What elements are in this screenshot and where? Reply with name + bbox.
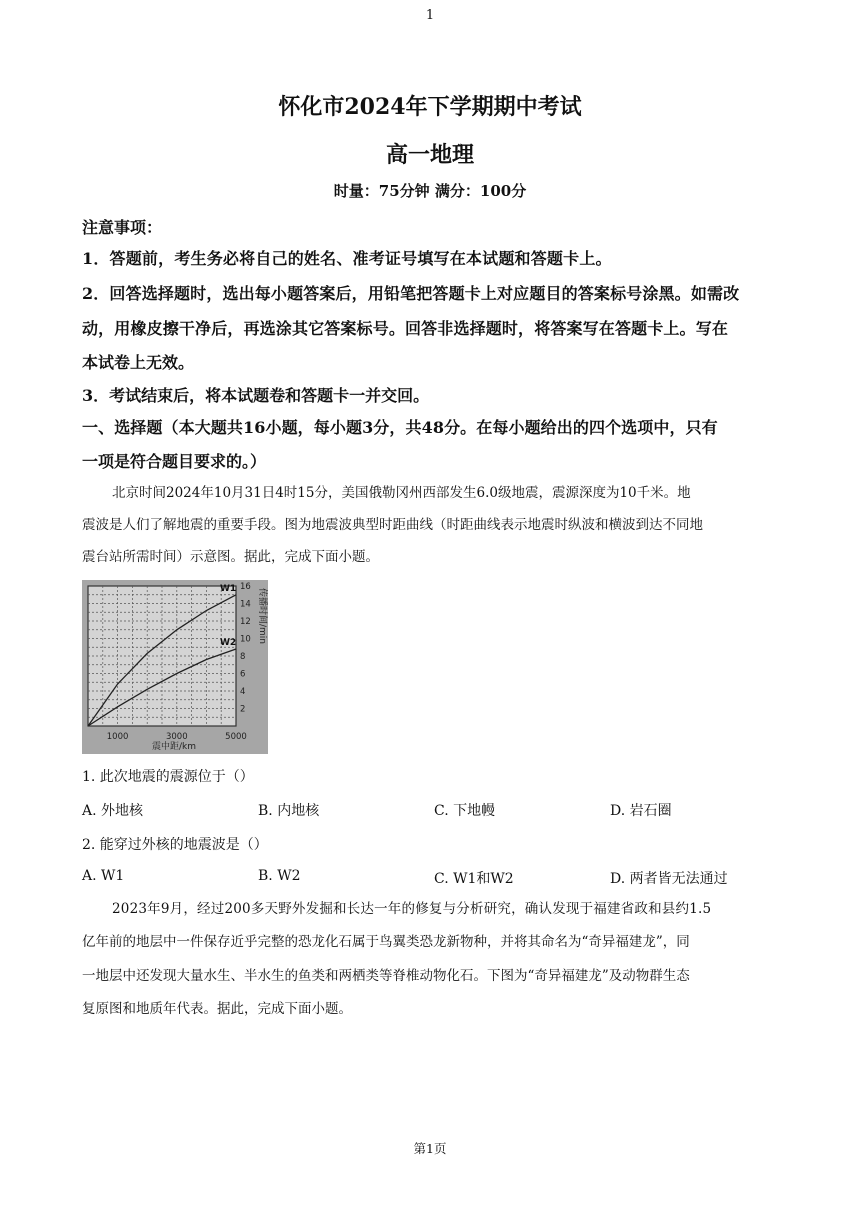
- y-tick-label: 2: [240, 704, 246, 715]
- passage-line: 北京时间2024年10月31日4时15分，美国俄勒冈州西部发生6.0级地震，震源深度为10千米。地: [112, 485, 691, 501]
- notice-item: 3．考试结束后，将本试题卷和答题卡一并交回。: [82, 386, 430, 405]
- x-tick-labels: [107, 732, 247, 742]
- question-option[interactable]: B. 内地核: [258, 803, 320, 819]
- question-stem: 1. 此次地震的震源位于（）: [82, 769, 254, 785]
- exam-title: 怀化市2024年下学期期中考试: [278, 94, 582, 120]
- passage-line: 复原图和地质年代表。据此，完成下面小题。: [82, 1001, 352, 1017]
- x-tick-label: 3000: [165, 732, 188, 742]
- notice-item: 1．答题前，考生务必将自己的姓名、准考证号填写在本试题和答题卡上。: [82, 249, 612, 268]
- series-label-w1: W1: [220, 583, 237, 594]
- chart-canvas: [82, 580, 268, 754]
- passage-line: 2023年9月，经过200多天野外发掘和长达一年的修复与分析研究，确认发现于福建省政和县约1.5: [112, 901, 712, 917]
- page-footer: 第1页: [413, 1141, 447, 1156]
- passage-line: 亿年前的地层中一件保存近乎完整的恐龙化石属于鸟翼类恐龙新物种，并将其命名为“奇异福建龙”，同: [82, 934, 690, 950]
- y-tick-label: 6: [240, 669, 246, 680]
- y-axis-label: 传播时间/min: [257, 588, 267, 645]
- y-tick-label: 4: [240, 687, 246, 697]
- question-option[interactable]: D. 两者皆无法通过: [610, 871, 728, 887]
- passage-line: 一地层中还发现大量水生、半水生的鱼类和两栖类等脊椎动物化石。下图为“奇异福建龙”及动物群生态: [82, 968, 690, 984]
- y-tick-label: 12: [240, 617, 251, 627]
- question-option[interactable]: C. 下地幔: [434, 803, 496, 819]
- subject-title: 高一地理: [385, 142, 474, 168]
- notice-item: 动，用橡皮擦干净后，再选涂其它答案标号。回答非选择题时，将答案写在答题卡上。写在: [82, 319, 729, 338]
- question-option[interactable]: B. W2: [258, 868, 301, 884]
- section-heading: 一、选择题（本大题共16小题，每小题3分，共48分。在每小题给出的四个选项中，只有: [82, 418, 718, 437]
- question-option[interactable]: A. 外地核: [82, 803, 144, 819]
- x-tick-label: 5000: [225, 732, 247, 742]
- y-tick-label: 8: [240, 652, 246, 662]
- y-tick-label: 16: [240, 582, 251, 592]
- x-tick-label: 1000: [106, 732, 129, 742]
- time-info: 时量：75分钟 满分：100分: [333, 182, 527, 200]
- notice-item: 2．回答选择题时，选出每小题答案后，用铅笔把答题卡上对应题目的答案标号涂黑。如需改: [82, 284, 740, 303]
- notice-item: 本试卷上无效。: [82, 353, 195, 372]
- y-tick-label: 10: [240, 634, 251, 645]
- series-label-w2: W2: [220, 638, 237, 648]
- question-option[interactable]: A. W1: [82, 868, 125, 884]
- question-option[interactable]: C. W1和W2: [434, 871, 514, 887]
- y-tick-label: 14: [240, 599, 251, 610]
- passage-line: 震波是人们了解地震的重要手段。图为地震波典型时距曲线（时距曲线表示地震时纵波和横波到达不同地: [82, 517, 703, 533]
- notice-heading: 注意事项：: [82, 218, 163, 237]
- question-option[interactable]: D. 岩石圈: [610, 803, 672, 819]
- page-number-top: 1: [425, 8, 435, 23]
- section-heading-cont: 一项是符合题目要求的。）: [82, 452, 267, 471]
- travel-time-chart: [82, 580, 268, 754]
- x-axis-label: 震中距/km: [152, 742, 197, 752]
- passage-line: 震台站所需时间）示意图。据此，完成下面小题。: [82, 549, 379, 565]
- question-stem: 2. 能穿过外核的地震波是（）: [82, 837, 268, 853]
